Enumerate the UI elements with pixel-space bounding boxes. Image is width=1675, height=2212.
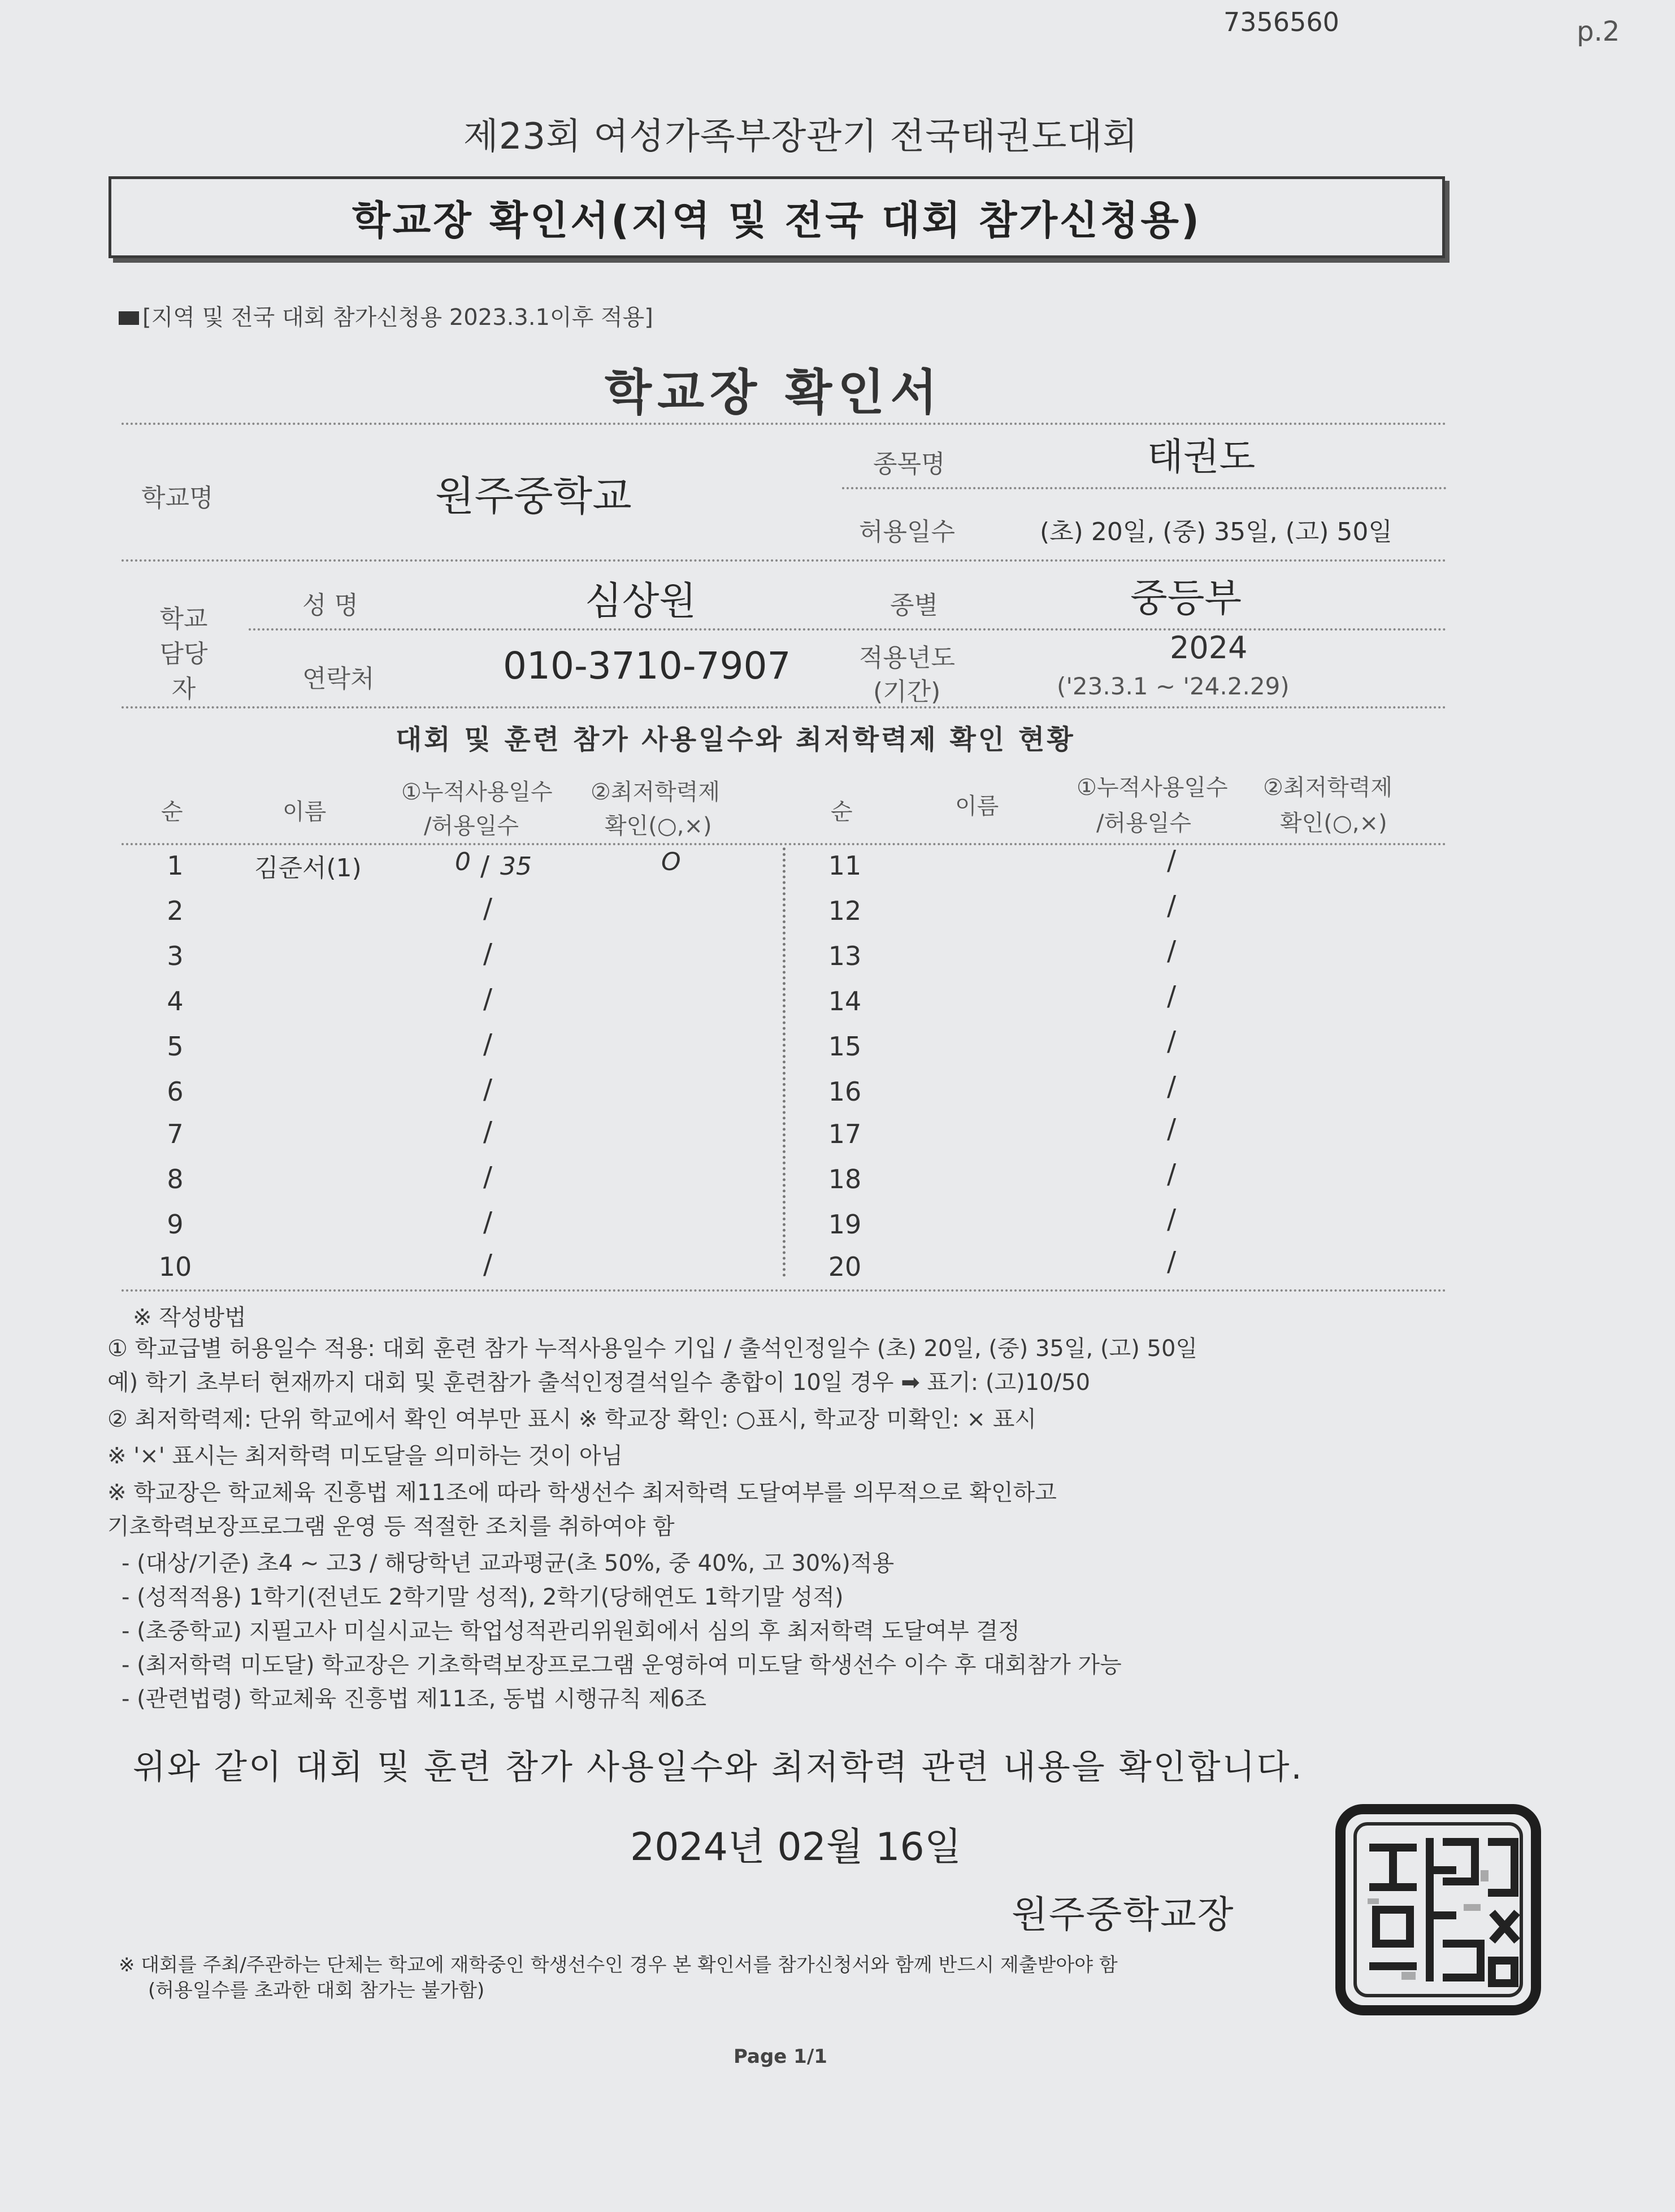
instruction-line: ① 학교급별 허용일수 적용: 대회 훈련 참가 누적사용일수 기입 / 출석인정일수 (초) 20일, (중) 35일, (고) 50일 — [107, 1336, 1198, 1362]
header-min-sub: 확인(○,×) — [1280, 810, 1387, 836]
page-number: p.2 — [1577, 16, 1620, 47]
student-name: 김준서(1) — [254, 854, 362, 883]
row-number: 17 — [828, 1119, 862, 1149]
boxed-title-text: 학교장 확인서(지역 및 전국 대회 참가신청용) — [352, 197, 1201, 244]
divider — [121, 423, 1447, 425]
row-number: 8 — [167, 1164, 184, 1194]
footer-note: ※ 대회를 주최/주관하는 단체는 학교에 재학중인 학생선수인 경우 본 확인서를 참가신청서와 함께 반드시 제출받아야 함 — [119, 1954, 1118, 1976]
row-number: 15 — [828, 1031, 862, 1062]
slash: / — [483, 1161, 493, 1193]
slash: / — [1167, 1246, 1177, 1277]
period-label: (기간) — [873, 677, 941, 706]
header-min-sub: 확인(○,×) — [605, 813, 712, 839]
row-number: 19 — [828, 1209, 862, 1240]
slash: / — [483, 938, 493, 970]
principal-signature: 원주중학교장 — [1012, 1893, 1235, 1936]
divider — [842, 487, 1447, 489]
name-value: 심상원 — [585, 579, 697, 624]
year-label: 적용년도 — [859, 644, 956, 672]
bullet-block-icon — [119, 311, 139, 325]
row-number: 7 — [167, 1119, 184, 1149]
header-days: ①누적사용일수 — [1077, 775, 1228, 801]
school-label: 학교명 — [141, 484, 214, 512]
slash: / — [1167, 1113, 1177, 1145]
row-number: 5 — [167, 1031, 184, 1062]
fax-id: 7356560 — [1223, 7, 1339, 37]
row-number: 12 — [828, 896, 862, 926]
slash: / — [1167, 935, 1177, 967]
column-divider — [783, 848, 786, 1277]
top-note — [119, 299, 653, 332]
header-no: 순 — [161, 799, 183, 825]
footer-note-sub: (허용일수를 초과한 대회 참가는 불가함) — [148, 1979, 485, 2002]
header-min: ②최저학력제 — [1263, 775, 1393, 801]
division-value: 중등부 — [1130, 576, 1242, 621]
slash: / — [483, 1028, 493, 1060]
slash: / — [483, 1116, 493, 1148]
row-number: 2 — [167, 896, 184, 926]
slash: / — [483, 893, 493, 924]
divider — [121, 1289, 1447, 1292]
row-number: 4 — [167, 986, 184, 1016]
division-label: 종별 — [890, 591, 939, 620]
instruction-line: 기초학력보장프로그램 운영 등 적절한 조치를 취하여야 함 — [107, 1514, 675, 1540]
sport-label: 종목명 — [873, 450, 945, 479]
period-value: ('23.3.1 ~ '24.2.29) — [1057, 672, 1290, 700]
instruction-line: 예) 학기 초부터 현재까지 대회 및 훈련참가 출석인정결석일수 총합이 10일 경우 ➡ 표기: (고)10/50 — [107, 1370, 1091, 1396]
name-label: 성 명 — [302, 591, 358, 620]
slash: / — [1167, 1158, 1177, 1190]
status-title: 대회 및 훈련 참가 사용일수와 최저학력제 확인 현황 — [396, 724, 1075, 755]
slash: / — [480, 850, 490, 882]
divider — [121, 559, 1447, 562]
header-days-sub: /허용일수 — [424, 813, 519, 839]
sport-value: 태권도 — [1147, 435, 1256, 479]
event-title: 제23회 여성가족부장관기 전국태권도대회 — [463, 116, 1139, 158]
row-number: 1 — [167, 850, 184, 881]
boxed-title — [109, 176, 1445, 258]
contact-value: 010-3710-7907 — [503, 644, 791, 688]
instruction-line: - (초중학교) 지필고사 미실시교는 학업성적관리위원회에서 심의 후 최저학력 도달여부 결정 — [121, 1618, 1020, 1644]
slash: / — [1167, 980, 1177, 1012]
header-days: ①누적사용일수 — [401, 779, 553, 805]
signed-date: 2024년 02월 16일 — [630, 1825, 962, 1870]
allowed-label: 허용일수 — [859, 518, 956, 546]
divider — [121, 706, 1447, 709]
doc-title: 학교장 확인서 — [605, 364, 943, 421]
instruction-line: ※ '×' 표시는 최저학력 미도달을 의미하는 것이 아님 — [107, 1443, 623, 1469]
slash: / — [483, 983, 493, 1015]
header-days-sub: /허용일수 — [1096, 810, 1192, 836]
allowed-days: 35 — [500, 852, 532, 881]
used-days: 0 — [455, 848, 471, 876]
row-number: 9 — [167, 1209, 184, 1240]
instruction-line: ② 최저학력제: 단위 학교에서 확인 여부만 표시 ※ 학교장 확인: ○표시, 학교장 미확인: × 표시 — [107, 1406, 1037, 1432]
top-note-text: [지역 및 전국 대회 참가신청용 2023.3.1이후 적용] — [142, 305, 653, 331]
row-number: 13 — [828, 941, 862, 971]
official-seal — [1334, 1802, 1543, 2017]
row-number: 20 — [828, 1251, 862, 1282]
slash: / — [1167, 890, 1177, 922]
row-number: 14 — [828, 986, 862, 1016]
row-number: 6 — [167, 1076, 184, 1107]
slash: / — [1167, 1025, 1177, 1057]
header-name: 이름 — [955, 793, 999, 819]
divider — [249, 628, 1447, 631]
allowed-value: (초) 20일, (중) 35일, (고) 50일 — [1040, 518, 1392, 546]
school-value: 원주중학교 — [435, 472, 632, 520]
slash: / — [483, 1206, 493, 1238]
row-number: 16 — [828, 1076, 862, 1107]
slash: / — [1167, 1071, 1177, 1102]
row-number: 18 — [828, 1164, 862, 1194]
instruction-line: ※ 학교장은 학교체육 진흥법 제11조에 따라 학생선수 최저학력 도달여부를 의무적으로 확인하고 — [107, 1480, 1057, 1506]
instruction-line: - (대상/기준) 초4 ~ 고3 / 해당학년 교과평균(초 50%, 중 40%, 고 30%)적용 — [121, 1550, 895, 1576]
instruction-line: - (관련법령) 학교체육 진흥법 제11조, 동법 시행규칙 제6조 — [121, 1686, 707, 1712]
divider — [121, 843, 1447, 845]
declaration: 위와 같이 대회 및 훈련 참가 사용일수와 최저학력 관련 내용을 확인합니다. — [133, 1748, 1304, 1787]
header-min: ②최저학력제 — [591, 779, 721, 805]
row-number: 11 — [828, 850, 862, 881]
row-number: 3 — [167, 941, 184, 971]
slash: / — [1167, 1203, 1177, 1235]
year-value: 2024 — [1170, 630, 1248, 666]
min-check: O — [661, 848, 681, 876]
slash: / — [483, 1249, 493, 1280]
header-name: 이름 — [283, 799, 327, 825]
slash: / — [1167, 845, 1177, 876]
slash: / — [483, 1074, 493, 1105]
instruction-line: - (성적적용) 1학기(전년도 2학기말 성적), 2학기(당해연도 1학기말 성적) — [121, 1584, 844, 1610]
header-no: 순 — [831, 799, 853, 825]
row-number: 10 — [158, 1251, 192, 1282]
page-footer: Page 1/1 — [734, 2045, 827, 2068]
instructions-heading: ※ 작성방법 — [133, 1305, 246, 1331]
instruction-line: - (최저학력 미도달) 학교장은 기초학력보장프로그램 운영하여 미도달 학생선수 이수 후 대회참가 가능 — [121, 1652, 1122, 1678]
contact-label: 연락처 — [302, 664, 375, 693]
manager-label: 학교 담당자 — [159, 605, 208, 703]
